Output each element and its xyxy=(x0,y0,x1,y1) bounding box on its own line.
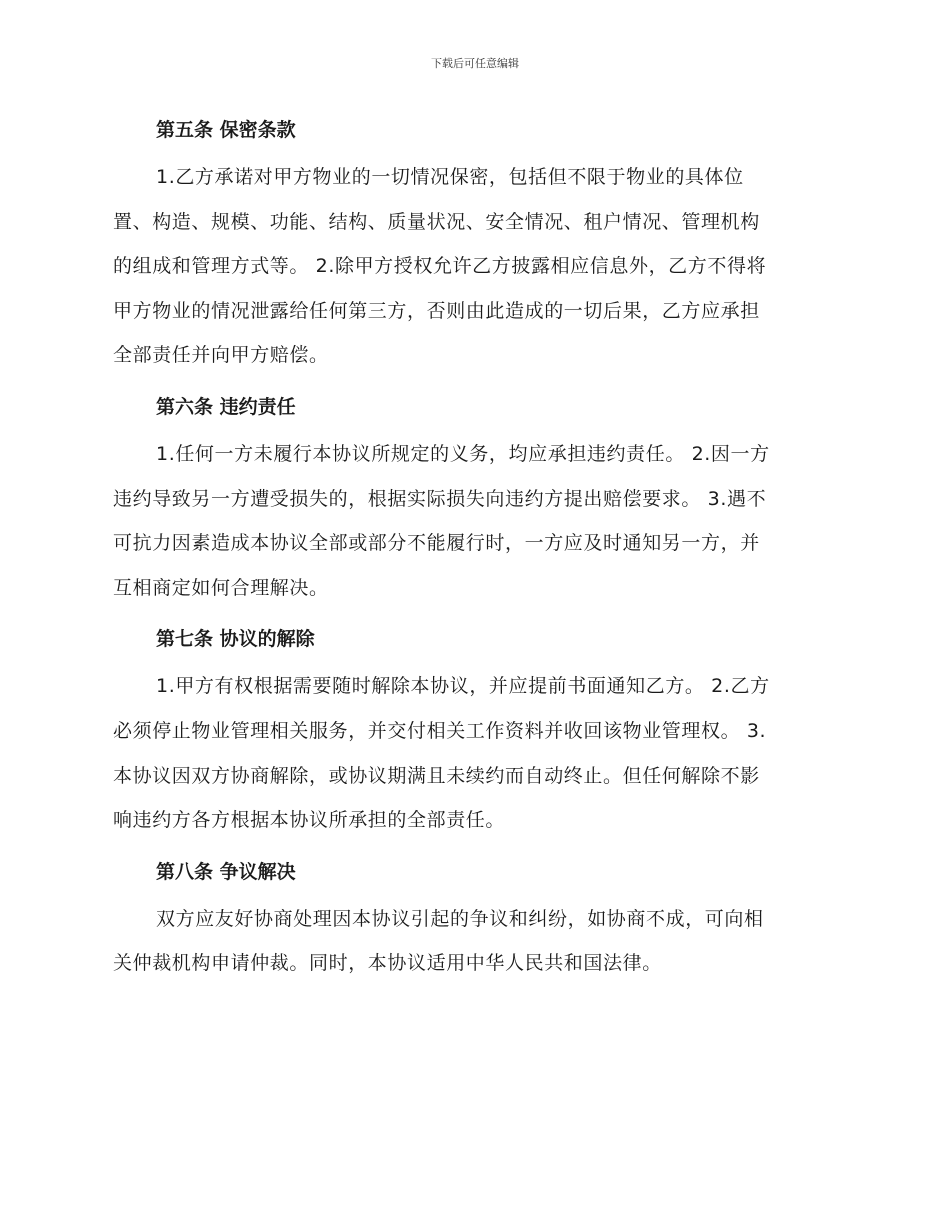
section-7-termination xyxy=(113,617,835,842)
paragraph-line: 可抗力因素造成本协议全部或部分不能履行时，一方应及时通知另一方，并 xyxy=(113,532,760,555)
section-heading: 第八条 争议解决 xyxy=(156,860,296,883)
paragraph-line: 全部责任并向甲方赔偿。 xyxy=(113,344,329,367)
section-paragraph xyxy=(113,664,835,842)
paragraph-line: 1.任何一方未履行本协议所规定的义务，均应承担违约责任。 2.因一方 xyxy=(156,442,770,465)
paragraph-line: 必须停止物业管理相关服务，并交付相关工作资料并收回该物业管理权。 3. xyxy=(113,719,767,742)
document-body xyxy=(113,108,835,993)
section-6-liability xyxy=(113,385,835,610)
paragraph-line: 响违约方各方根据本协议所承担的全部责任。 xyxy=(113,809,506,832)
section-heading: 第六条 违约责任 xyxy=(156,395,296,418)
section-5-confidentiality xyxy=(113,108,835,378)
section-heading: 第五条 保密条款 xyxy=(156,119,296,141)
paragraph-line: 1.乙方承诺对甲方物业的一切情况保密，包括但不限于物业的具体位 xyxy=(156,166,744,188)
section-paragraph xyxy=(113,155,835,378)
page-header: 下载后可任意编辑 xyxy=(431,57,519,70)
section-paragraph xyxy=(113,897,835,986)
paragraph-line: 双方应友好协商处理因本协议引起的争议和纠纷，如协商不成，可向相 xyxy=(156,907,764,930)
paragraph-line: 甲方物业的情况泄露给任何第三方，否则由此造成的一切后果，乙方应承担 xyxy=(113,299,760,322)
paragraph-line: 违约导致另一方遭受损失的，根据实际损失向违约方提出赔偿要求。 3.遇不 xyxy=(113,487,767,510)
section-heading: 第七条 协议的解除 xyxy=(156,628,315,651)
paragraph-line: 1.甲方有权根据需要随时解除本协议，并应提前书面通知乙方。 2.乙方 xyxy=(156,675,770,698)
section-8-dispute xyxy=(113,850,835,986)
section-paragraph xyxy=(113,432,835,610)
paragraph-line: 关仲裁机构申请仲裁。同时，本协议适用中华人民共和国法律。 xyxy=(113,952,662,975)
paragraph-line: 本协议因双方协商解除，或协议期满且未续约而自动终止。但任何解除不影 xyxy=(113,764,760,787)
paragraph-line: 的组成和管理方式等。 2.除甲方授权允许乙方披露相应信息外，乙方不得将 xyxy=(113,255,767,278)
paragraph-line: 互相商定如何合理解决。 xyxy=(113,576,329,599)
paragraph-line: 置、构造、规模、功能、结构、质量状况、安全情况、租户情况、管理机构 xyxy=(113,210,760,233)
